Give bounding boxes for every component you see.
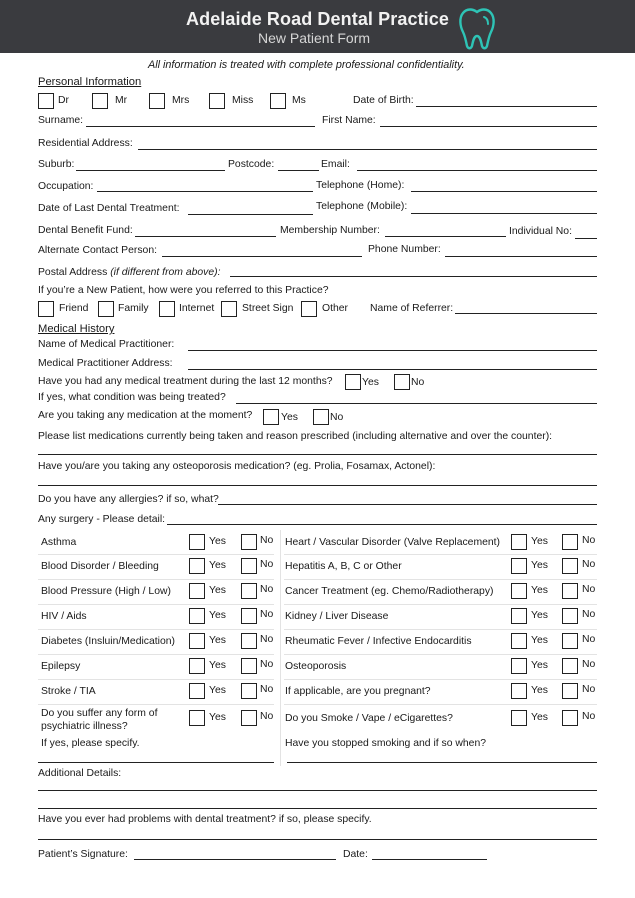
row-separator <box>284 654 597 655</box>
condition-yes-checkbox[interactable] <box>511 683 527 699</box>
title-label-miss: Miss <box>232 95 254 106</box>
referral-checkbox-other[interactable] <box>301 301 317 317</box>
surname-field[interactable] <box>86 126 315 127</box>
yes-label: Yes <box>531 536 548 547</box>
condition-yes-checkbox[interactable] <box>189 658 205 674</box>
condition-no-checkbox[interactable] <box>241 534 257 550</box>
condition-no-checkbox[interactable] <box>562 583 578 599</box>
condition-label-right: Rheumatic Fever / Infective Endocarditis <box>285 636 472 647</box>
referral-label-other: Other <box>322 303 348 314</box>
no-label: No <box>260 684 274 695</box>
condition-no-checkbox[interactable] <box>241 558 257 574</box>
last-treatment-field[interactable] <box>188 214 313 215</box>
yes-label: Yes <box>209 660 226 671</box>
osteoporosis-medication-field[interactable] <box>38 485 597 486</box>
row-separator <box>38 629 274 630</box>
no-label: No <box>260 659 274 670</box>
alt-contact-field[interactable] <box>162 256 362 257</box>
first-name-field[interactable] <box>380 126 597 127</box>
condition-no-checkbox[interactable] <box>241 658 257 674</box>
referrer-label: Name of Referrer: <box>370 303 454 314</box>
last-treatment-label: Date of Last Dental Treatment: <box>38 203 180 214</box>
individual-no-label: Individual No: <box>509 226 572 237</box>
yes-label: Yes <box>209 712 226 723</box>
condition-field[interactable] <box>236 403 597 404</box>
condition-no-checkbox[interactable] <box>241 583 257 599</box>
referral-checkbox-internet[interactable] <box>159 301 175 317</box>
medical-history-heading: Medical History <box>38 323 115 335</box>
form-subtitle: New Patient Form <box>258 30 371 46</box>
postal-address-label: Postal Address (if different from above): <box>38 267 221 278</box>
signature-label: Patient’s Signature: <box>38 849 128 860</box>
condition-yes-checkbox[interactable] <box>189 583 205 599</box>
row-separator <box>284 679 597 680</box>
condition-yes-checkbox[interactable] <box>511 608 527 624</box>
medication-yes-label: Yes <box>281 412 298 423</box>
condition-no-checkbox[interactable] <box>562 608 578 624</box>
practitioner-address-label: Medical Practitioner Address: <box>38 358 173 369</box>
condition-no-checkbox[interactable] <box>562 658 578 674</box>
no-label: No <box>582 535 596 546</box>
dob-label: Date of Birth: <box>353 95 414 106</box>
practitioner-label: Name of Medical Practitioner: <box>38 339 175 350</box>
row-separator <box>284 629 597 630</box>
row-separator <box>284 554 597 555</box>
no-label: No <box>582 609 596 620</box>
condition-question: If yes, what condition was being treated? <box>38 392 226 403</box>
surname-label: Surname: <box>38 115 84 126</box>
condition-no-checkbox[interactable] <box>241 710 257 726</box>
condition-yes-checkbox[interactable] <box>511 558 527 574</box>
yes-label: Yes <box>531 610 548 621</box>
signature-field[interactable] <box>134 859 336 860</box>
no-label: No <box>582 684 596 695</box>
medication-list-question: Please list medications currently being taken and reason prescribed (including alternative and over the counter): <box>38 431 553 442</box>
occupation-label: Occupation: <box>38 181 94 192</box>
condition-no-checkbox[interactable] <box>562 633 578 649</box>
condition-label-right: If applicable, are you pregnant? <box>285 686 431 697</box>
date-label: Date: <box>343 849 368 860</box>
row-separator <box>284 704 597 705</box>
condition-label-left: Stroke / TIA <box>41 686 96 697</box>
residential-address-label: Residential Address: <box>38 138 133 149</box>
no-label: No <box>260 711 274 722</box>
referral-label-friend: Friend <box>59 303 89 314</box>
benefit-fund-label: Dental Benefit Fund: <box>38 225 133 236</box>
yes-label: Yes <box>531 585 548 596</box>
additional-details-field-1[interactable] <box>38 790 597 791</box>
condition-yes-checkbox[interactable] <box>511 534 527 550</box>
practitioner-field[interactable] <box>188 350 597 351</box>
row-separator <box>38 654 274 655</box>
practitioner-address-field[interactable] <box>188 369 597 370</box>
condition-yes-checkbox[interactable] <box>189 608 205 624</box>
osteoporosis-medication-question: Have you/are you taking any osteoporosis medication? (eg. Prolia, Fosamax, Actonel): <box>38 461 436 472</box>
no-label: No <box>260 535 274 546</box>
treatment-no-label: No <box>411 377 425 388</box>
condition-label-right: Kidney / Liver Disease <box>285 611 389 622</box>
condition-label-right: Do you Smoke / Vape / eCigarettes? <box>285 713 453 724</box>
condition-label-right: Heart / Vascular Disorder (Valve Replacement) <box>285 537 501 548</box>
referral-checkbox-family[interactable] <box>98 301 114 317</box>
condition-yes-checkbox[interactable] <box>189 710 205 726</box>
surgery-field[interactable] <box>167 524 597 525</box>
referral-checkbox-street-sign[interactable] <box>221 301 237 317</box>
no-label: No <box>582 634 596 645</box>
condition-yes-checkbox[interactable] <box>189 558 205 574</box>
yes-label: Yes <box>209 560 226 571</box>
row-separator <box>284 604 597 605</box>
allergy-question: Do you have any allergies? if so, what? <box>38 494 219 505</box>
condition-label-left: HIV / Aids <box>41 611 87 622</box>
row-separator <box>38 679 274 680</box>
residential-address-field[interactable] <box>138 149 597 150</box>
title-checkbox-ms[interactable] <box>270 93 286 109</box>
condition-no-checkbox[interactable] <box>562 710 578 726</box>
referral-question: If you’re a New Patient, how were you referred to this Practice? <box>38 285 329 296</box>
condition-no-checkbox[interactable] <box>241 683 257 699</box>
specify-label: If yes, please specify. <box>41 738 140 749</box>
row-separator <box>38 704 274 705</box>
title-checkbox-dr[interactable] <box>38 93 54 109</box>
date-field[interactable] <box>372 859 487 860</box>
referrer-field[interactable] <box>455 313 597 314</box>
yes-label: Yes <box>531 635 548 646</box>
alt-contact-label: Alternate Contact Person: <box>38 245 157 256</box>
condition-label-right: Osteoporosis <box>285 661 347 672</box>
personal-information-heading: Personal Information <box>38 76 142 88</box>
treatment-question: Have you had any medical treatment during the last 12 months? <box>38 376 333 387</box>
no-label: No <box>582 584 596 595</box>
no-label: No <box>260 609 274 620</box>
condition-label-left: Epilepsy <box>41 661 81 672</box>
additional-details-label: Additional Details: <box>38 768 122 779</box>
condition-label-right: Hepatitis A, B, C or Other <box>285 561 402 572</box>
condition-no-checkbox[interactable] <box>562 683 578 699</box>
tel-mobile-field[interactable] <box>411 213 597 214</box>
suburb-label: Suburb: <box>38 159 75 170</box>
email-label: Email: <box>321 159 350 170</box>
title-label-ms: Ms <box>292 95 306 106</box>
condition-yes-checkbox[interactable] <box>511 583 527 599</box>
condition-no-checkbox[interactable] <box>241 608 257 624</box>
yes-label: Yes <box>531 712 548 723</box>
tel-home-field[interactable] <box>411 191 597 192</box>
title-checkbox-mr[interactable] <box>92 93 108 109</box>
stopped-smoking-field[interactable] <box>287 762 597 763</box>
postcode-field[interactable] <box>278 170 319 171</box>
membership-label: Membership Number: <box>280 225 380 236</box>
benefit-fund-field[interactable] <box>135 236 276 237</box>
no-label: No <box>582 559 596 570</box>
row-separator <box>284 579 597 580</box>
postcode-label: Postcode: <box>228 159 275 170</box>
medication-yes-checkbox[interactable] <box>263 409 279 425</box>
email-field[interactable] <box>357 170 597 171</box>
condition-no-checkbox[interactable] <box>562 534 578 550</box>
confidentiality-note: All information is treated with complete professional confidentiality. <box>148 59 465 71</box>
title-checkbox-mrs[interactable] <box>149 93 165 109</box>
yes-label: Yes <box>531 660 548 671</box>
referral-label-internet: Internet <box>179 303 215 314</box>
allergy-field[interactable] <box>218 504 597 505</box>
dental-problems-field[interactable] <box>38 839 597 840</box>
medication-list-field[interactable] <box>38 454 597 455</box>
condition-no-checkbox[interactable] <box>241 633 257 649</box>
row-separator <box>38 579 274 580</box>
medication-no-checkbox[interactable] <box>313 409 329 425</box>
phone-number-label: Phone Number: <box>368 244 441 255</box>
condition-yes-checkbox[interactable] <box>189 633 205 649</box>
phone-number-field[interactable] <box>445 256 597 257</box>
yes-label: Yes <box>209 610 226 621</box>
no-label: No <box>582 711 596 722</box>
no-label: No <box>260 559 274 570</box>
postal-address-field[interactable] <box>230 276 597 277</box>
row-separator <box>38 554 274 555</box>
surgery-question: Any surgery - Please detail: <box>38 514 166 525</box>
title-label-dr: Dr <box>58 95 69 106</box>
suburb-field[interactable] <box>76 170 225 171</box>
practice-name: Adelaide Road Dental Practice <box>186 9 449 29</box>
condition-label-left: Asthma <box>41 537 77 548</box>
condition-label-left: Diabetes (Insluin/Medication) <box>41 636 175 647</box>
medication-question: Are you taking any medication at the moment? <box>38 410 253 421</box>
condition-yes-checkbox[interactable] <box>511 658 527 674</box>
individual-no-field[interactable] <box>575 238 597 239</box>
condition-yes-checkbox[interactable] <box>189 683 205 699</box>
dental-problems-question: Have you ever had problems with dental treatment? if so, please specify. <box>38 814 372 825</box>
title-label-mrs: Mrs <box>172 95 190 106</box>
yes-label: Yes <box>209 685 226 696</box>
title-checkbox-miss[interactable] <box>209 93 225 109</box>
condition-label-left: Blood Pressure (High / Low) <box>41 586 171 597</box>
condition-label-left: Blood Disorder / Bleeding <box>41 561 159 572</box>
treatment-no-checkbox[interactable] <box>394 374 410 390</box>
stopped-smoking-label: Have you stopped smoking and if so when? <box>285 738 487 749</box>
medication-no-label: No <box>330 412 344 423</box>
condition-label-right: Cancer Treatment (eg. Chemo/Radiotherapy) <box>285 586 494 597</box>
condition-no-checkbox[interactable] <box>562 558 578 574</box>
additional-details-field-2[interactable] <box>38 808 597 809</box>
yes-label: Yes <box>209 536 226 547</box>
yes-label: Yes <box>209 635 226 646</box>
membership-field[interactable] <box>385 236 506 237</box>
treatment-yes-checkbox[interactable] <box>345 374 361 390</box>
title-label-mr: Mr <box>115 95 128 106</box>
referral-label-street-sign: Street Sign <box>242 303 294 314</box>
referral-label-family: Family <box>118 303 149 314</box>
condition-yes-checkbox[interactable] <box>189 534 205 550</box>
treatment-yes-label: Yes <box>362 377 379 388</box>
first-name-label: First Name: <box>322 115 376 126</box>
tel-home-label: Telephone (Home): <box>316 180 405 191</box>
column-divider <box>280 530 281 766</box>
referral-checkbox-friend[interactable] <box>38 301 54 317</box>
condition-yes-checkbox[interactable] <box>511 633 527 649</box>
no-label: No <box>582 659 596 670</box>
occupation-field[interactable] <box>97 191 313 192</box>
no-label: No <box>260 584 274 595</box>
yes-label: Yes <box>531 560 548 571</box>
row-separator <box>38 604 274 605</box>
yes-label: Yes <box>209 585 226 596</box>
tel-mobile-label: Telephone (Mobile): <box>316 201 408 212</box>
tooth-icon <box>454 5 500 51</box>
dob-field[interactable] <box>416 106 597 107</box>
yes-label: Yes <box>531 685 548 696</box>
condition-yes-checkbox[interactable] <box>511 710 527 726</box>
no-label: No <box>260 634 274 645</box>
specify-field[interactable] <box>38 762 274 763</box>
condition-label-left: Do you suffer any form of psychiatric illness? <box>41 708 158 732</box>
form-header <box>0 0 635 53</box>
